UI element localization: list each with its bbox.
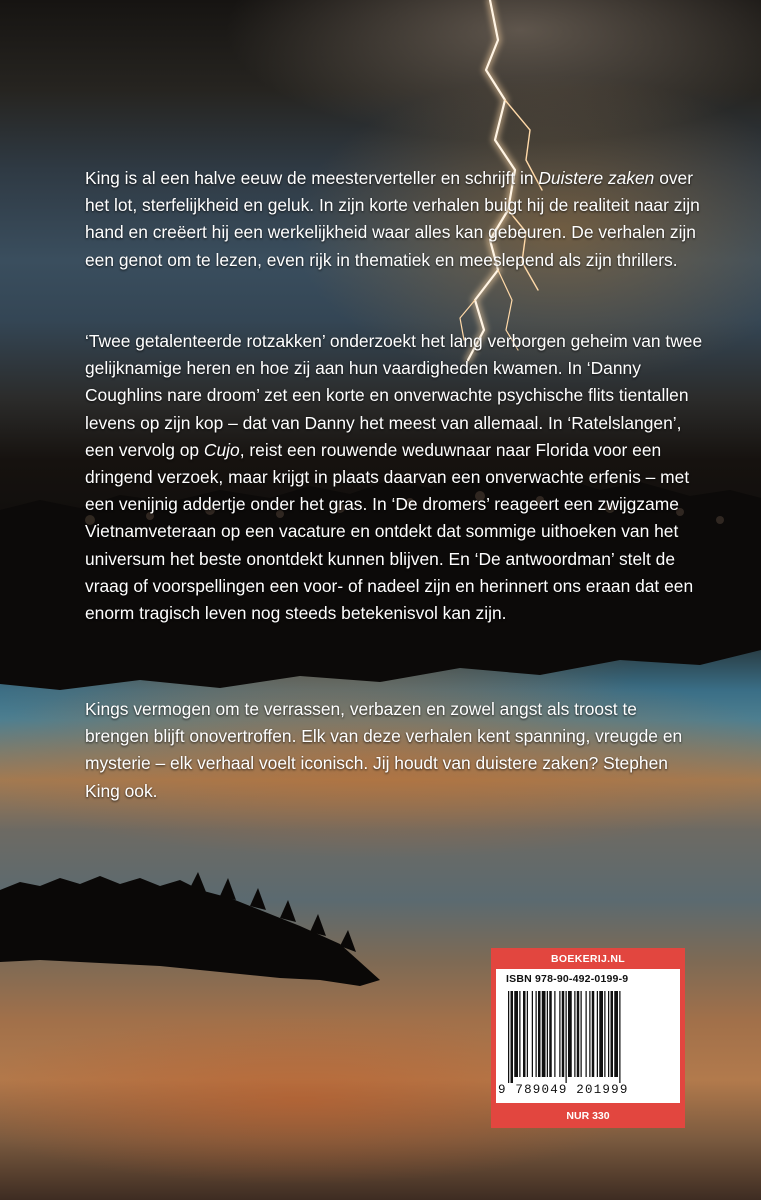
isbn-barcode-panel	[491, 948, 685, 1128]
barcode-digits: 9 789049 201999	[498, 1083, 629, 1097]
barcode-bar	[559, 991, 560, 1077]
intro-text-start: King is al een halve eeuw de meesterverteller en schrijft in	[85, 168, 539, 188]
barcode-bar	[586, 991, 587, 1077]
barcode-bar	[547, 991, 548, 1077]
barcode-bar	[508, 991, 509, 1083]
barcode-bar	[566, 991, 567, 1083]
publisher-website: BOEKERIJ.NL	[551, 953, 625, 965]
barcode-icon	[506, 991, 670, 1083]
barcode-bar	[589, 991, 590, 1077]
intro-text-end: over het lot, sterfelijkheid en geluk. In zijn korte verhalen buigt hij de realiteit naar zijn hand en creëert hij een werkelijkheid waar alles kan gebeuren. De verhalen zijn een genot om te lezen, even rijk in thematiek en meeslepend als zijn thrillers.	[85, 168, 700, 270]
book-title-duistere-zaken: Duistere zaken	[538, 168, 655, 188]
closing-text: Kings vermogen om te verrassen, verbazen en zowel angst als troost te brengen blijft onovertroffen. Elk van deze verhalen kent spanning, vreugde en mysterie – elk verhaal voelt iconisch. Jij houdt van duistere zaken? Stephen King ook.	[85, 699, 683, 801]
blurb-paragraph-stories	[85, 328, 705, 627]
barcode-bar	[532, 991, 533, 1077]
barcode-bar	[523, 991, 526, 1077]
crocodile-silhouette-icon	[0, 870, 380, 1010]
isbn-number: ISBN 978-90-492-0199-9	[506, 973, 629, 985]
barcode-bar	[597, 991, 598, 1077]
book-title-cujo: Cujo	[203, 439, 240, 460]
barcode-bar	[536, 991, 537, 1077]
barcode-bar	[614, 991, 618, 1077]
barcode-box	[496, 969, 680, 1103]
barcode-bar	[527, 991, 528, 1077]
barcode-bar	[549, 991, 552, 1077]
barcode-bar	[611, 991, 614, 1077]
barcode-bar	[519, 991, 520, 1077]
barcode-bar	[542, 991, 546, 1077]
barcode-bar	[604, 991, 605, 1077]
stories-text-end: , reist een rouwende weduwnaar naar Florida voor een dringend verzoek, maar krijgt in plaats daarvan een onverwachte erfenis – met een venijnig addertje onder het gras. In ‘De dromers’ reageert een zwijgzame Vietnamveteraan op een vacature en ontdekt dat sommige uithoeken van het universum het beste onontdekt kunnen blijven. En ‘De antwoordman’ stelt de vraag of voorspellingen een voor- of nadeel zijn en herinnert ons eraan dat een enorm tragisch leven nog steeds betekenisvol kan zijn.	[85, 439, 694, 624]
barcode-bar	[599, 991, 603, 1077]
barcode-bar	[581, 991, 582, 1077]
barcode-bar	[592, 991, 595, 1077]
barcode-bar	[511, 991, 514, 1083]
barcode-bar	[577, 991, 580, 1077]
barcode-bar	[514, 991, 518, 1077]
barcode-bar	[619, 991, 620, 1083]
barcode-bar	[554, 991, 555, 1077]
barcode-bar	[538, 991, 541, 1077]
barcode-bar	[568, 991, 572, 1077]
blurb-paragraph-intro	[85, 165, 705, 274]
barcode-bar	[562, 991, 565, 1077]
barcode-bar	[608, 991, 609, 1077]
barcode-bar	[574, 991, 575, 1077]
nur-code: NUR 330	[566, 1110, 610, 1122]
blurb-paragraph-closing	[85, 696, 705, 805]
stories-text-start: ‘Twee getalenteerde rotzakken’ onderzoekt het lang verborgen geheim van twee gelijknamige heren en hoe zij aan hun vaardigheden kwamen. In ‘Danny Coughlins nare droom’ zet een korte en onverwachte psychische flits tientallen levens op zijn kop – dat van Danny het meest van allemaal. In ‘Ratelslangen’, een vervolg op	[85, 331, 703, 460]
